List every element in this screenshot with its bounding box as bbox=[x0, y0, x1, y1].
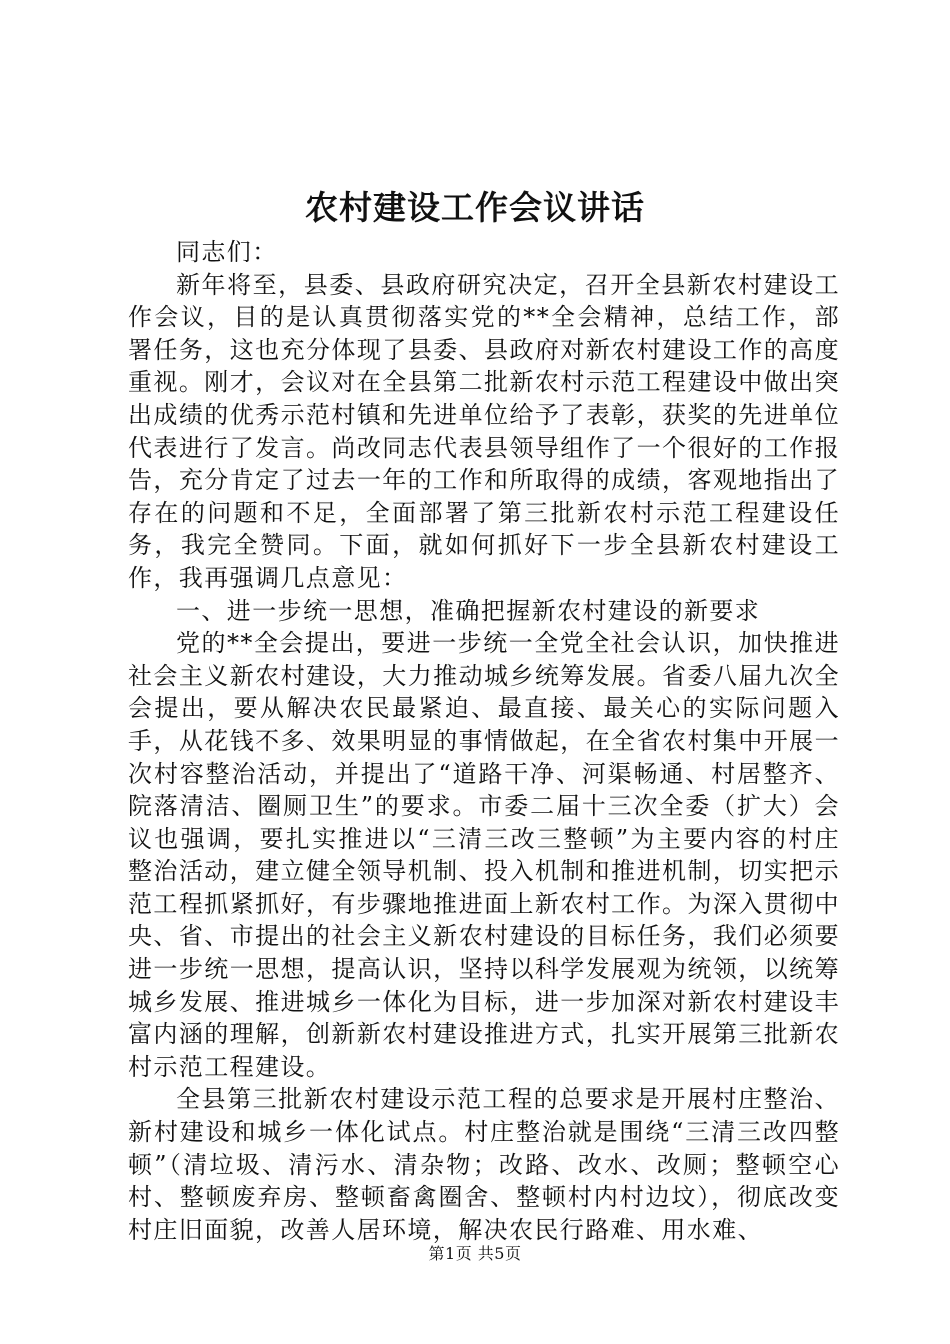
document-title: 农村建设工作会议讲话 bbox=[305, 188, 645, 227]
document-body bbox=[128, 236, 840, 1246]
body-paragraph: 全县第三批新农村建设示范工程的总要求是开展村庄整治、新村建设和城乡一体化试点。村庄整治就是围绕“三清三改四整顿”（清垃圾、清污水、清杂物；改路、改水、改厕；整顿空心村、整顿废弃房、整顿畜禽圈舍、整顿村内村边坟），彻底改变村庄旧面貌，改善人居环境，解决农民行路难、用水难、 bbox=[128, 1085, 840, 1244]
section-heading: 一、进一步统一思想，准确把握新农村建设的新要求 bbox=[176, 596, 761, 625]
body-paragraph: 党的**全会提出，要进一步统一全党全社会认识，加快推进社会主义新农村建设，大力推动城乡统筹发展。省委八届九次全会提出，要从解决农民最紧迫、最直接、最关心的实际问题入手，从花钱不多、效果明显的事情做起，在全省农村集中开展一次村容整治活动，并提出了“道路干净、河渠畅通、村居整齐、院落清洁、圈厕卫生”的要求。市委二届十三次全委（扩大）会议也强调，要扎实推进以“三清三改三整顿”为主要内容的村庄整治活动，建立健全领导机制、投入机制和推进机制，切实把示范工程抓紧抓好，有步骤地推进面上新农村工作。为深入贯彻中央、省、市提出的社会主义新农村建设的目标任务，我们必须要进一步统一思想，提高认识，坚持以科学发展观为统领，以统筹城乡发展、推进城乡一体化为目标，进一步加深对新农村建设丰富内涵的理解，创新新农村建设推进方式，扎实开展第三批新农村示范工程建设。 bbox=[128, 629, 840, 1081]
intro-paragraph: 新年将至，县委、县政府研究决定，召开全县新农村建设工作会议，目的是认真贯彻落实党的**全会精神，总结工作，部署任务，这也充分体现了县委、县政府对新农村建设工作的高度重视。刚才，会议对在全县第二批新农村示范工程建设中做出突出成绩的优秀示范村镇和先进单位给予了表彰，获奖的先进单位代表进行了发言。尚改同志代表县领导组作了一个很好的工作报告，充分肯定了过去一年的工作和所取得的成绩，客观地指出了存在的问题和不足，全面部署了第三批新农村示范工程建设任务，我完全赞同。下面，就如何抓好下一步全县新农村建设工作，我再强调几点意见： bbox=[128, 270, 840, 592]
greeting-paragraph: 同志们： bbox=[176, 238, 278, 266]
page-number-footer: 第1页 共5页 bbox=[428, 1244, 522, 1263]
